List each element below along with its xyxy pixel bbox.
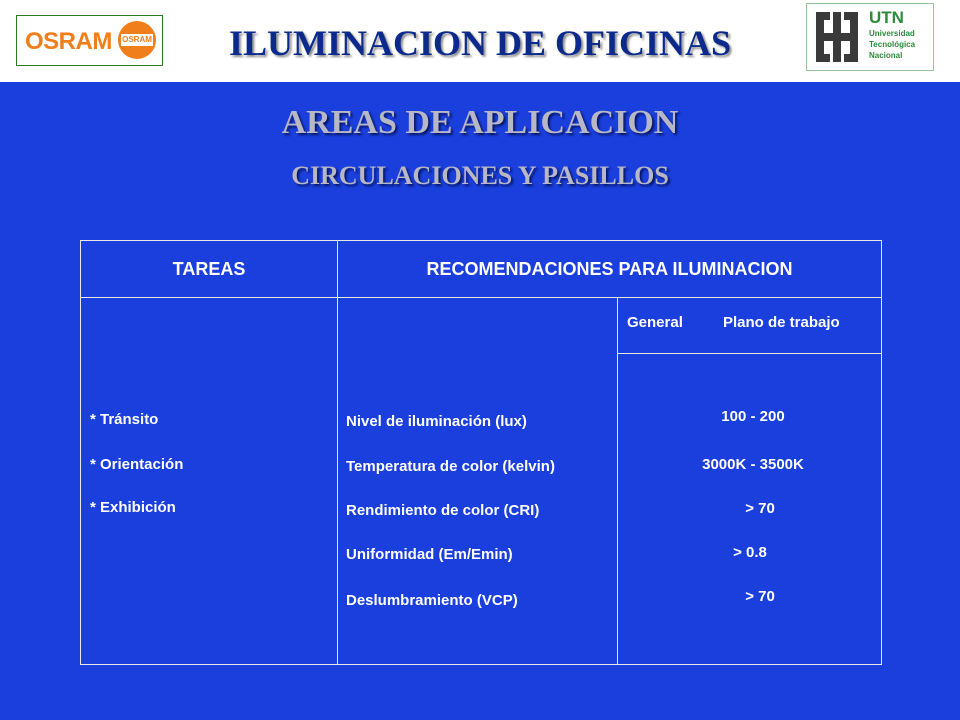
utn-name-line: Universidad — [869, 29, 915, 38]
page-title: ILUMINACION DE OFICINAS — [228, 23, 732, 63]
parameter-label: Nivel de iluminación (lux) — [346, 413, 527, 430]
parameter-label: Temperatura de color (kelvin) — [346, 458, 555, 475]
utn-logo — [806, 3, 934, 71]
section-title: CIRCULACIONES Y PASILLOS — [291, 161, 669, 190]
osram-logo-word: OSRAM — [25, 28, 112, 55]
recommendations-table — [80, 240, 882, 665]
table-divider — [617, 353, 881, 354]
parameter-label: Rendimiento de color (CRI) — [346, 502, 540, 519]
task-item: * Tránsito — [90, 411, 159, 428]
utn-emblem-icon — [812, 8, 862, 66]
parameter-label: Deslumbramiento (VCP) — [346, 592, 518, 609]
task-item: * Exhibición — [90, 499, 176, 516]
subheader-general: General — [627, 314, 683, 331]
column-header-tareas: TAREAS — [172, 259, 246, 279]
parameter-value: > 70 — [745, 588, 775, 605]
slide-subtitle: AREAS DE APLICACION — [281, 104, 679, 141]
parameter-value: > 0.8 — [733, 544, 767, 561]
parameter-value: 3000K - 3500K — [702, 456, 804, 473]
table-divider — [337, 241, 338, 664]
osram-logo — [16, 15, 163, 66]
subheader-plano-de-trabajo: Plano de trabajo — [723, 314, 840, 331]
task-item: * Orientación — [90, 456, 184, 473]
utn-name-line: Tecnológica — [869, 40, 916, 49]
osram-bulb-label: OSRAM — [122, 35, 152, 44]
parameter-label: Uniformidad (Em/Emin) — [346, 546, 513, 563]
utn-name-line: Nacional — [869, 51, 903, 60]
header-bar — [0, 0, 960, 82]
parameter-value: 100 - 200 — [721, 408, 785, 425]
utn-logo-text — [869, 8, 915, 61]
parameter-value: > 70 — [745, 500, 775, 517]
utn-acronym: UTN — [869, 8, 904, 27]
table-divider — [81, 297, 881, 298]
column-header-recomendaciones: RECOMENDACIONES PARA ILUMINACION — [426, 259, 793, 279]
